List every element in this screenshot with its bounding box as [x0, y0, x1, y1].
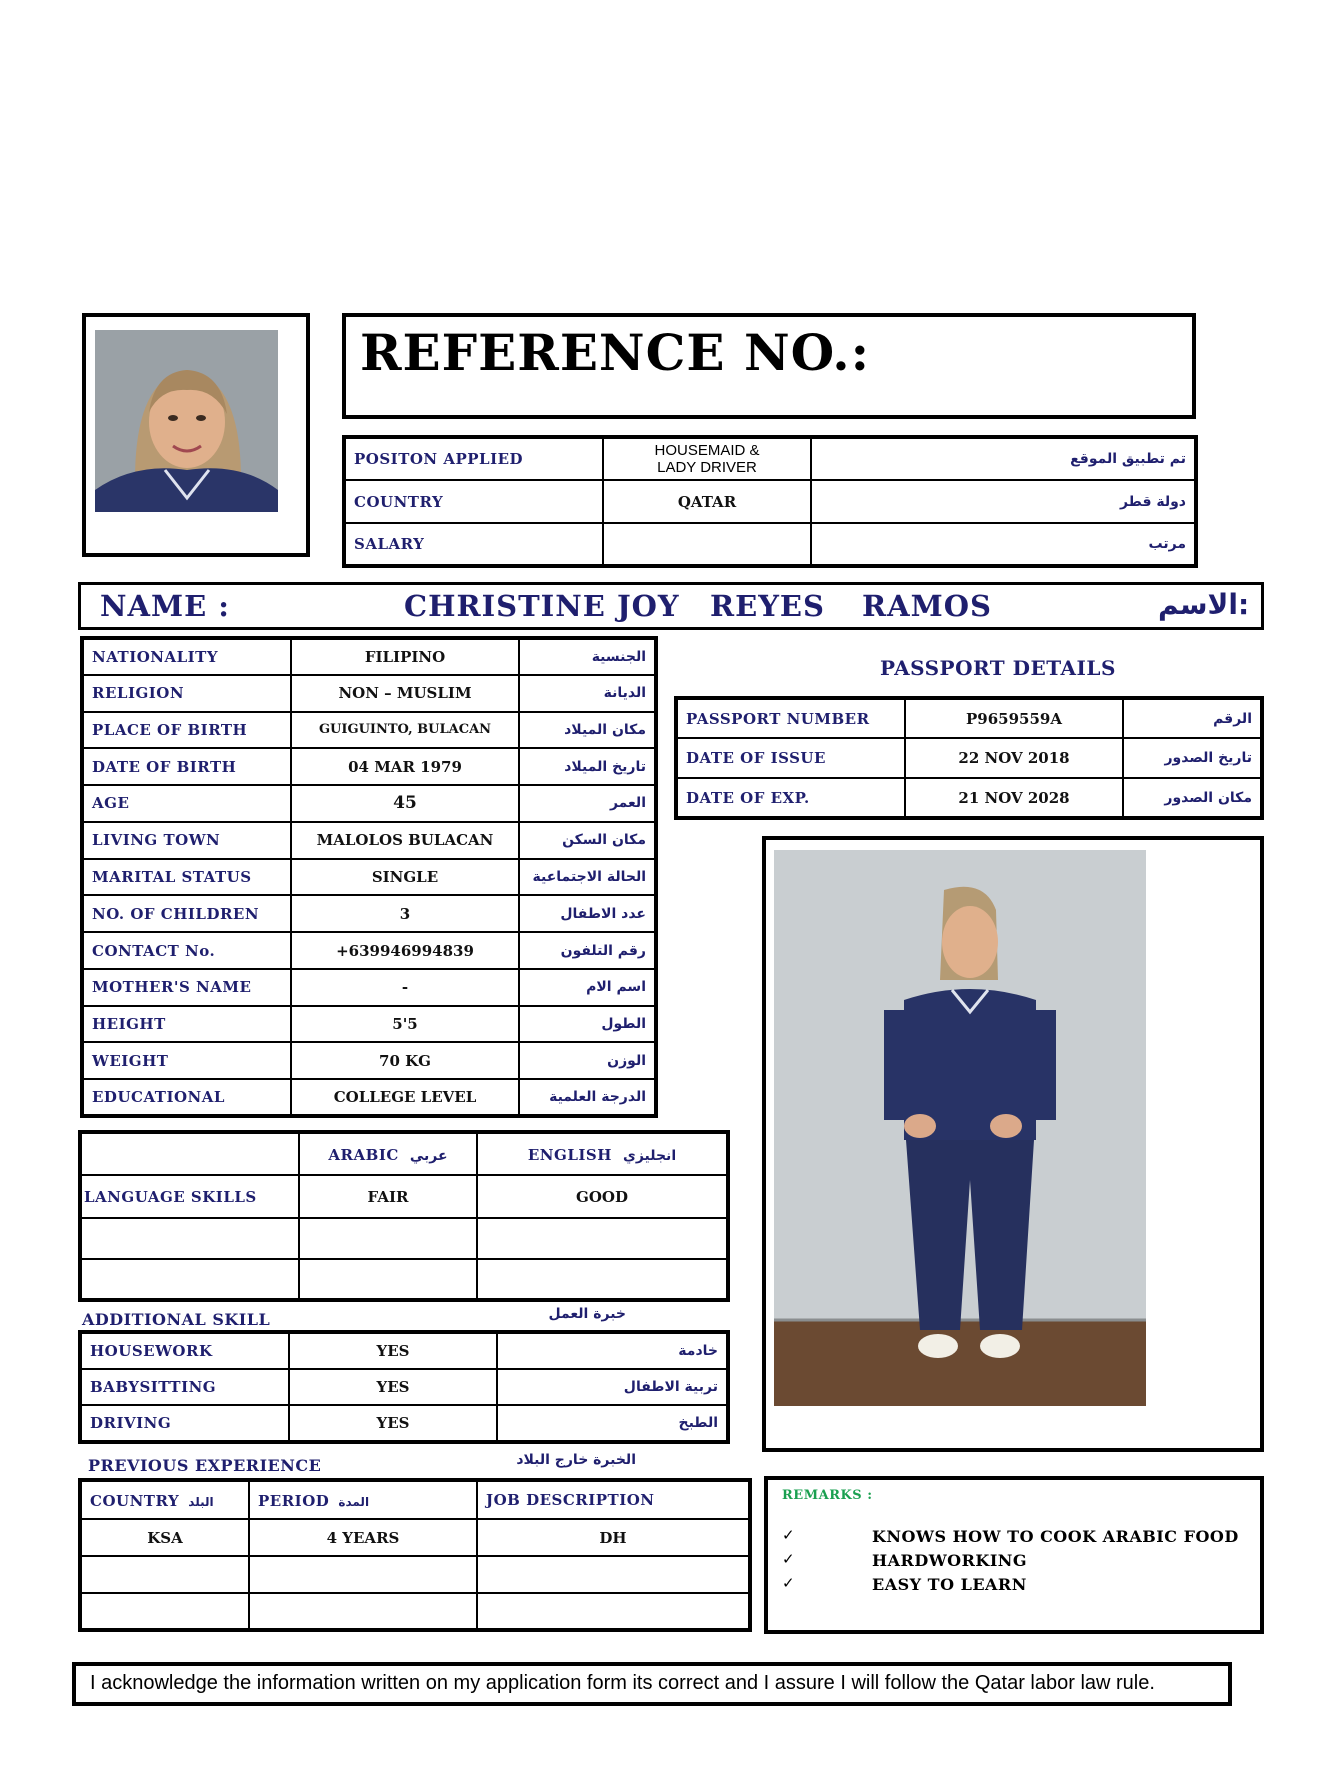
- personal-arabic: الحالة الاجتماعية: [519, 859, 656, 896]
- exp-head-period-en: PERIOD: [258, 1491, 330, 1510]
- arabic-level: FAIR: [299, 1175, 477, 1218]
- salary-label: SALARY: [344, 523, 603, 566]
- language-empty-cell: [477, 1259, 728, 1300]
- personal-row: [82, 748, 656, 785]
- personal-label: WEIGHT: [82, 1042, 291, 1079]
- acknowledgement-text: I acknowledge the information written on my application form its correct and I assure I will follow the Qatar labor law rule.: [90, 1672, 1155, 1694]
- portrait-photo: [95, 330, 278, 512]
- exp-head-country-en: COUNTRY: [90, 1491, 180, 1510]
- personal-label: NATIONALITY: [82, 638, 291, 675]
- reference-title: REFERENCE NO.:: [360, 323, 871, 382]
- personal-value: GUIGUINTO, BULACAN: [291, 712, 519, 749]
- passport-number-value: P9659559A: [905, 698, 1123, 738]
- exp-country: KSA: [80, 1519, 249, 1556]
- personal-arabic: الوزن: [519, 1042, 656, 1079]
- exp-head-period: [249, 1480, 477, 1519]
- personal-label: LIVING TOWN: [82, 822, 291, 859]
- remark-item: EASY TO LEARN: [872, 1575, 1027, 1594]
- personal-value: MALOLOS BULACAN: [291, 822, 519, 859]
- personal-value: FILIPINO: [291, 638, 519, 675]
- babysitting-value: YES: [289, 1369, 497, 1406]
- housework-label: HOUSEWORK: [80, 1332, 289, 1369]
- personal-row: [82, 969, 656, 1006]
- personal-label: AGE: [82, 785, 291, 822]
- language-head-arabic-en: ARABIC: [328, 1145, 399, 1164]
- language-head-arabic: [299, 1132, 477, 1175]
- exp-head-country: [80, 1480, 249, 1519]
- english-level: GOOD: [477, 1175, 728, 1218]
- exp-empty-cell: [477, 1593, 750, 1630]
- issue-date-arabic: تاريخ الصدور: [1123, 738, 1262, 778]
- position-value-line2: LADY DRIVER: [657, 459, 757, 476]
- personal-label: HEIGHT: [82, 1006, 291, 1043]
- position-arabic: تم تطبيق الموقع: [811, 437, 1196, 480]
- personal-row: [82, 895, 656, 932]
- personal-arabic: العمر: [519, 785, 656, 822]
- personal-value: 70 KG: [291, 1042, 519, 1079]
- personal-arabic: الجنسية: [519, 638, 656, 675]
- personal-row: [82, 859, 656, 896]
- personal-value: 3: [291, 895, 519, 932]
- personal-row: [82, 785, 656, 822]
- exp-head-country-ar: البلد: [188, 1494, 214, 1509]
- personal-value: -: [291, 969, 519, 1006]
- name-middle: REYES: [710, 589, 825, 623]
- check-icon: ✓: [782, 1526, 795, 1544]
- expiry-date-value: 21 NOV 2028: [905, 778, 1123, 818]
- personal-arabic: تاريخ الميلاد: [519, 748, 656, 785]
- personal-label: MOTHER'S NAME: [82, 969, 291, 1006]
- position-table: [342, 435, 1198, 568]
- personal-value: SINGLE: [291, 859, 519, 896]
- personal-row: [82, 638, 656, 675]
- previous-experience-title: PREVIOUS EXPERIENCE: [88, 1456, 322, 1475]
- country-arabic: دولة قطر: [811, 480, 1196, 523]
- passport-title: PASSPORT DETAILS: [880, 656, 1116, 680]
- language-head-english-ar: انجليزي: [623, 1147, 677, 1164]
- personal-label: NO. OF CHILDREN: [82, 895, 291, 932]
- exp-empty-cell: [249, 1556, 477, 1593]
- driving-arabic: الطبخ: [497, 1405, 728, 1442]
- personal-table: [80, 636, 658, 1118]
- exp-empty-cell: [477, 1556, 750, 1593]
- language-empty-cell: [80, 1218, 299, 1259]
- passport-number-label: PASSPORT NUMBER: [676, 698, 905, 738]
- check-icon: ✓: [782, 1550, 795, 1568]
- exp-job: DH: [477, 1519, 750, 1556]
- exp-empty-cell: [249, 1593, 477, 1630]
- language-empty-cell: [299, 1259, 477, 1300]
- personal-row: [82, 1006, 656, 1043]
- experience-table: [78, 1478, 752, 1632]
- expiry-date-label: DATE OF EXP.: [676, 778, 905, 818]
- personal-row: [82, 1079, 656, 1116]
- personal-row: [82, 675, 656, 712]
- personal-value: +639946994839: [291, 932, 519, 969]
- language-head-english: [477, 1132, 728, 1175]
- remark-item: HARDWORKING: [872, 1551, 1028, 1570]
- babysitting-arabic: تربية الاطفال: [497, 1369, 728, 1406]
- personal-arabic: عدد الاطفال: [519, 895, 656, 932]
- exp-head-job: JOB DESCRIPTION: [477, 1480, 750, 1519]
- language-head-empty: [80, 1132, 299, 1175]
- personal-value: COLLEGE LEVEL: [291, 1079, 519, 1116]
- language-empty-cell: [299, 1218, 477, 1259]
- personal-arabic: الدرجة العلمية: [519, 1079, 656, 1116]
- personal-value: 45: [291, 785, 519, 822]
- personal-value: 5'5: [291, 1006, 519, 1043]
- name-last: RAMOS: [862, 589, 992, 623]
- language-table: [78, 1130, 730, 1302]
- remark-item: KNOWS HOW TO COOK ARABIC FOOD: [872, 1527, 1239, 1546]
- country-value: QATAR: [603, 480, 811, 523]
- personal-label: MARITAL STATUS: [82, 859, 291, 896]
- personal-value: NON – MUSLIM: [291, 675, 519, 712]
- issue-date-value: 22 NOV 2018: [905, 738, 1123, 778]
- babysitting-label: BABYSITTING: [80, 1369, 289, 1406]
- personal-arabic: مكان السكن: [519, 822, 656, 859]
- additional-skill-title-arabic: خبرة العمل: [548, 1306, 626, 1322]
- language-head-arabic-ar: عربي: [409, 1147, 448, 1164]
- salary-value: [603, 523, 811, 566]
- position-value-line1: HOUSEMAID &: [654, 442, 760, 459]
- personal-label: EDUCATIONAL: [82, 1079, 291, 1116]
- language-skills-label: LANGUAGE SKILLS: [80, 1175, 299, 1218]
- expiry-date-arabic: مكان الصدور: [1123, 778, 1262, 818]
- language-empty-cell: [80, 1259, 299, 1300]
- language-empty-cell: [477, 1218, 728, 1259]
- personal-label: DATE OF BIRTH: [82, 748, 291, 785]
- previous-experience-title-arabic: الخبرة خارج البلاد: [516, 1452, 636, 1468]
- exp-period: 4 YEARS: [249, 1519, 477, 1556]
- personal-label: PLACE OF BIRTH: [82, 712, 291, 749]
- personal-row: [82, 712, 656, 749]
- language-head-english-en: ENGLISH: [527, 1145, 612, 1164]
- exp-empty-cell: [80, 1593, 249, 1630]
- personal-arabic: اسم الام: [519, 969, 656, 1006]
- country-label: COUNTRY: [344, 480, 603, 523]
- personal-value: 04 MAR 1979: [291, 748, 519, 785]
- additional-skill-table: [78, 1330, 730, 1444]
- name-arabic: :الاسم: [1158, 588, 1250, 621]
- passport-table: [674, 696, 1264, 820]
- exp-head-period-ar: المدة: [338, 1494, 370, 1509]
- driving-label: DRIVING: [80, 1405, 289, 1442]
- name-label: NAME :: [100, 589, 231, 623]
- full-body-photo: [774, 850, 1146, 1406]
- driving-value: YES: [289, 1405, 497, 1442]
- salary-arabic: مرتب: [811, 523, 1196, 566]
- personal-arabic: الطول: [519, 1006, 656, 1043]
- personal-row: [82, 1042, 656, 1079]
- personal-arabic: الديانة: [519, 675, 656, 712]
- position-label: POSITON APPLIED: [344, 437, 603, 480]
- position-value: [603, 437, 811, 480]
- personal-arabic: مكان الميلاد: [519, 712, 656, 749]
- exp-empty-cell: [80, 1556, 249, 1593]
- remarks-title: REMARKS :: [782, 1488, 873, 1503]
- personal-row: [82, 822, 656, 859]
- housework-value: YES: [289, 1332, 497, 1369]
- check-icon: ✓: [782, 1574, 795, 1592]
- issue-date-label: DATE OF ISSUE: [676, 738, 905, 778]
- housework-arabic: خادمة: [497, 1332, 728, 1369]
- passport-number-arabic: الرقم: [1123, 698, 1262, 738]
- personal-row: [82, 932, 656, 969]
- personal-label: CONTACT No.: [82, 932, 291, 969]
- name-first: CHRISTINE JOY: [404, 589, 680, 623]
- personal-arabic: رقم التلفون: [519, 932, 656, 969]
- personal-label: RELIGION: [82, 675, 291, 712]
- additional-skill-title: ADDITIONAL SKILL: [82, 1310, 271, 1329]
